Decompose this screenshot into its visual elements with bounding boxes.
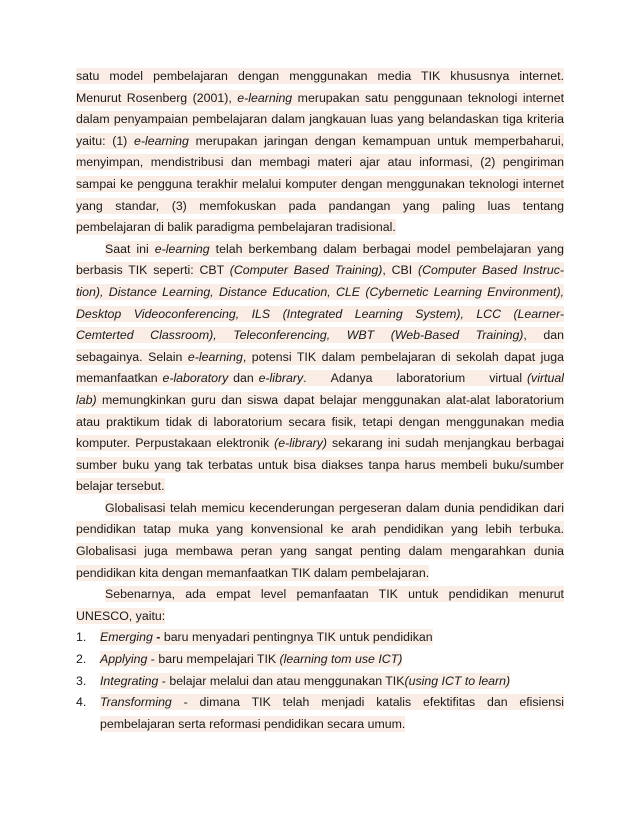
- text-line: Cemterted Classroom), Teleconferencing, WBT (Web-Based Training), dan: [76, 328, 564, 343]
- text-line: pendidikan tatap muka yang konvensional ke arah pendidikan yang lebih terbuka.: [76, 522, 564, 537]
- text-line: komputer. Perpustakaan elektronik (e-library) sekarang ini sudah menjangkau berbagai: [76, 436, 564, 451]
- body-text: [76, 66, 564, 735]
- list-item: 2. Applying - baru mempelajari TIK (learning tom use ICT): [76, 649, 564, 671]
- list-number: 1.: [76, 630, 87, 645]
- text-line: sebagainya. Selain e-learning, potensi TIK dalam pembelajaran di sekolah dapat juga: [76, 349, 564, 364]
- text-line: sampai ke pengguna terakhir melalui komputer dengan menggunakan teknologi internet: [76, 176, 564, 191]
- list-term: Applying: [100, 652, 148, 667]
- text-line: lab) memungkinkan guru dan siswa dapat belajar menggunakan alat-alat laboratorium: [76, 392, 564, 407]
- text-line: Menurut Rosenberg (2001), e-learning merupakan satu penggunaan teknologi internet: [76, 90, 564, 105]
- text-line: belajar tersebut.: [76, 479, 165, 494]
- text-line: tion), Distance Learning, Distance Education, CLE (Cybernetic Learning Environment),: [76, 284, 564, 299]
- text-line: pembelajaran di balik paradigma pembelajaran tradisional.: [76, 220, 396, 235]
- list-item-continuation: pembelajaran serta reformasi pendidikan secara umum.: [100, 716, 406, 731]
- text-line: berbasis TIK seperti: CBT (Computer Based Training), CBI (Computer Based Instruc-: [76, 263, 564, 278]
- list-term: Emerging: [100, 630, 153, 645]
- text-line: Sebenarnya, ada empat level pemanfaatan TIK untuk pendidikan menurut: [105, 587, 564, 602]
- list-item: 1. Emerging - baru menyadari pentingnya TIK untuk pendidikan: [76, 627, 564, 649]
- list-term: Transforming: [100, 695, 172, 710]
- text-line: yang standar, (3) memfokuskan pada pandangan yang paling luas tentang: [76, 198, 564, 213]
- list-number: 2.: [76, 652, 87, 667]
- text-line: Desktop Videoconferencing, ILS (Integrated Learning System), LCC (Learner-: [76, 306, 564, 321]
- text-line: pendidikan kita dengan memanfaatkan TIK dalam pembelajaran.: [76, 565, 430, 580]
- text-line: dalam penyampaian pembelajaran dalam jangkauan luas yang belandaskan tiga kriteria: [76, 112, 564, 127]
- list-number: 3.: [76, 673, 87, 688]
- list-term: Integrating: [100, 673, 159, 688]
- text-line: Globalisasi juga membawa peran yang sangat penting dalam mengarahkan dunia: [76, 544, 564, 559]
- text-line: memanfaatkan e-laboratory dan e-library. Adanya laboratorium virtual (virtual: [76, 371, 564, 386]
- text-line: UNESCO, yaitu:: [76, 608, 166, 623]
- text-line: sumber buku yang tak terbatas untuk bisa diakses tanpa harus membeli buku/sumber: [76, 457, 564, 472]
- list-item: 4. Transforming - dimana TIK telah menjadi katalis efektifitas dan efisiensi: [76, 692, 564, 714]
- list-item: 3. Integrating - belajar melalui dan atau menggunakan TIK(using ICT to learn): [76, 671, 564, 693]
- text-line: Globalisasi telah memicu kecenderungan pergeseran dalam dunia pendidikan dari: [105, 500, 564, 515]
- text-line: yaitu: (1) e-learning merupakan jaringan dengan kemampuan untuk memperbaharui,: [76, 133, 564, 148]
- text-line: satu model pembelajaran dengan menggunakan media TIK khususnya internet.: [76, 69, 564, 83]
- text-line: Saat ini e-learning telah berkembang dalam berbagai model pembelajaran yang: [105, 241, 564, 256]
- list-number: 4.: [76, 695, 87, 710]
- text-line: menyimpan, mendistribusi dan membagi materi ajar atau informasi, (2) pengiriman: [76, 155, 564, 170]
- text-line: atau praktikum tidak di laboratorium secara fisik, tetapi dengan menggunakan media: [76, 414, 564, 429]
